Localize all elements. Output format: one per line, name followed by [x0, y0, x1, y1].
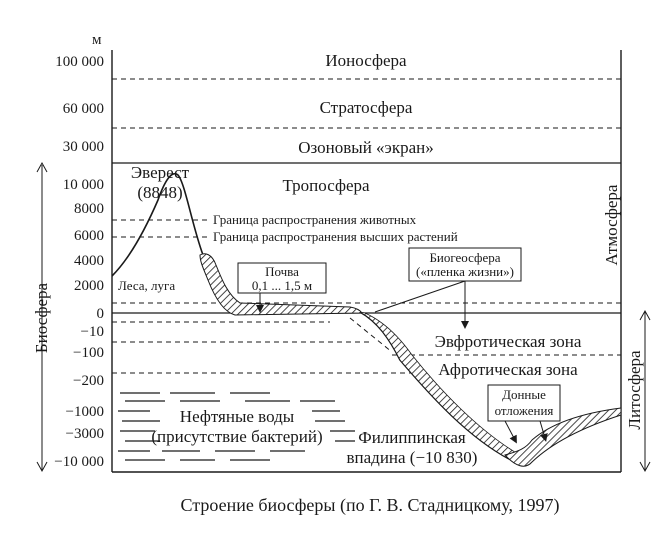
oil-waters-subtitle: (присутствие бактерий) [151, 427, 323, 446]
tick-label: −3000 [65, 426, 104, 442]
layer-ionosphere: Ионосфера [325, 51, 407, 70]
tick-label: 8000 [74, 201, 104, 217]
aphotic-zone-label: Афротическая зона [438, 360, 578, 379]
tick-label: 6000 [74, 228, 104, 244]
tick-label: 0 [96, 306, 104, 322]
tick-label: 2000 [74, 278, 104, 294]
tick-label: −10 000 [54, 454, 104, 470]
tick-label: 30 000 [62, 139, 104, 155]
biosphere-label: Биосфера [32, 282, 51, 354]
tick-label: 60 000 [62, 101, 104, 117]
tick-label: −1000 [65, 404, 104, 420]
layer-ozone: Озоновый «экран» [298, 138, 434, 157]
biogeosphere-subtitle: («пленка жизни») [416, 264, 514, 279]
philippine-trench-name: Филиппинская [358, 428, 466, 447]
boundary-animals-label: Граница распространения животных [213, 212, 417, 227]
philippine-trench-depth: впадина (−10 830) [346, 448, 478, 467]
layer-stratosphere: Стратосфера [319, 98, 413, 117]
tick-label: −10 [80, 324, 104, 340]
tick-label: 4000 [74, 253, 104, 269]
biogeosphere-title: Биогеосфера [429, 250, 501, 265]
boundary-plants-label: Граница распространения высших растений [213, 229, 458, 244]
figure-caption: Строение биосферы (по Г. В. Стадницкому, 1997) [180, 495, 560, 515]
everest-name: Эверест [130, 163, 190, 182]
soil-depth: 0,1 ... 1,5 м [251, 278, 313, 293]
soil-title: Почва [265, 264, 299, 279]
bottom-sediments-line2: отложения [494, 403, 554, 418]
atmosphere-label: Атмосфера [602, 184, 621, 266]
tick-label: 10 000 [62, 177, 104, 193]
oil-waters-title: Нефтяные воды [179, 407, 295, 426]
euphotic-zone-label: Эвфротическая зона [434, 332, 582, 351]
tick-label: −200 [73, 373, 104, 389]
tick-label: 100 000 [55, 54, 104, 70]
lithosphere-label: Литосфера [625, 350, 644, 430]
everest-height: (8848) [137, 183, 183, 202]
biogeosphere-pointer [375, 281, 465, 312]
layer-troposphere: Тропосфера [282, 176, 370, 195]
tick-label: −100 [73, 345, 104, 361]
sediment-arrow-left [505, 421, 515, 440]
forests-label: Леса, луга [118, 278, 176, 293]
axis-unit-label: м [92, 32, 102, 48]
bottom-sediments-line1: Донные [502, 387, 546, 402]
y-axis-ticks [54, 54, 104, 470]
